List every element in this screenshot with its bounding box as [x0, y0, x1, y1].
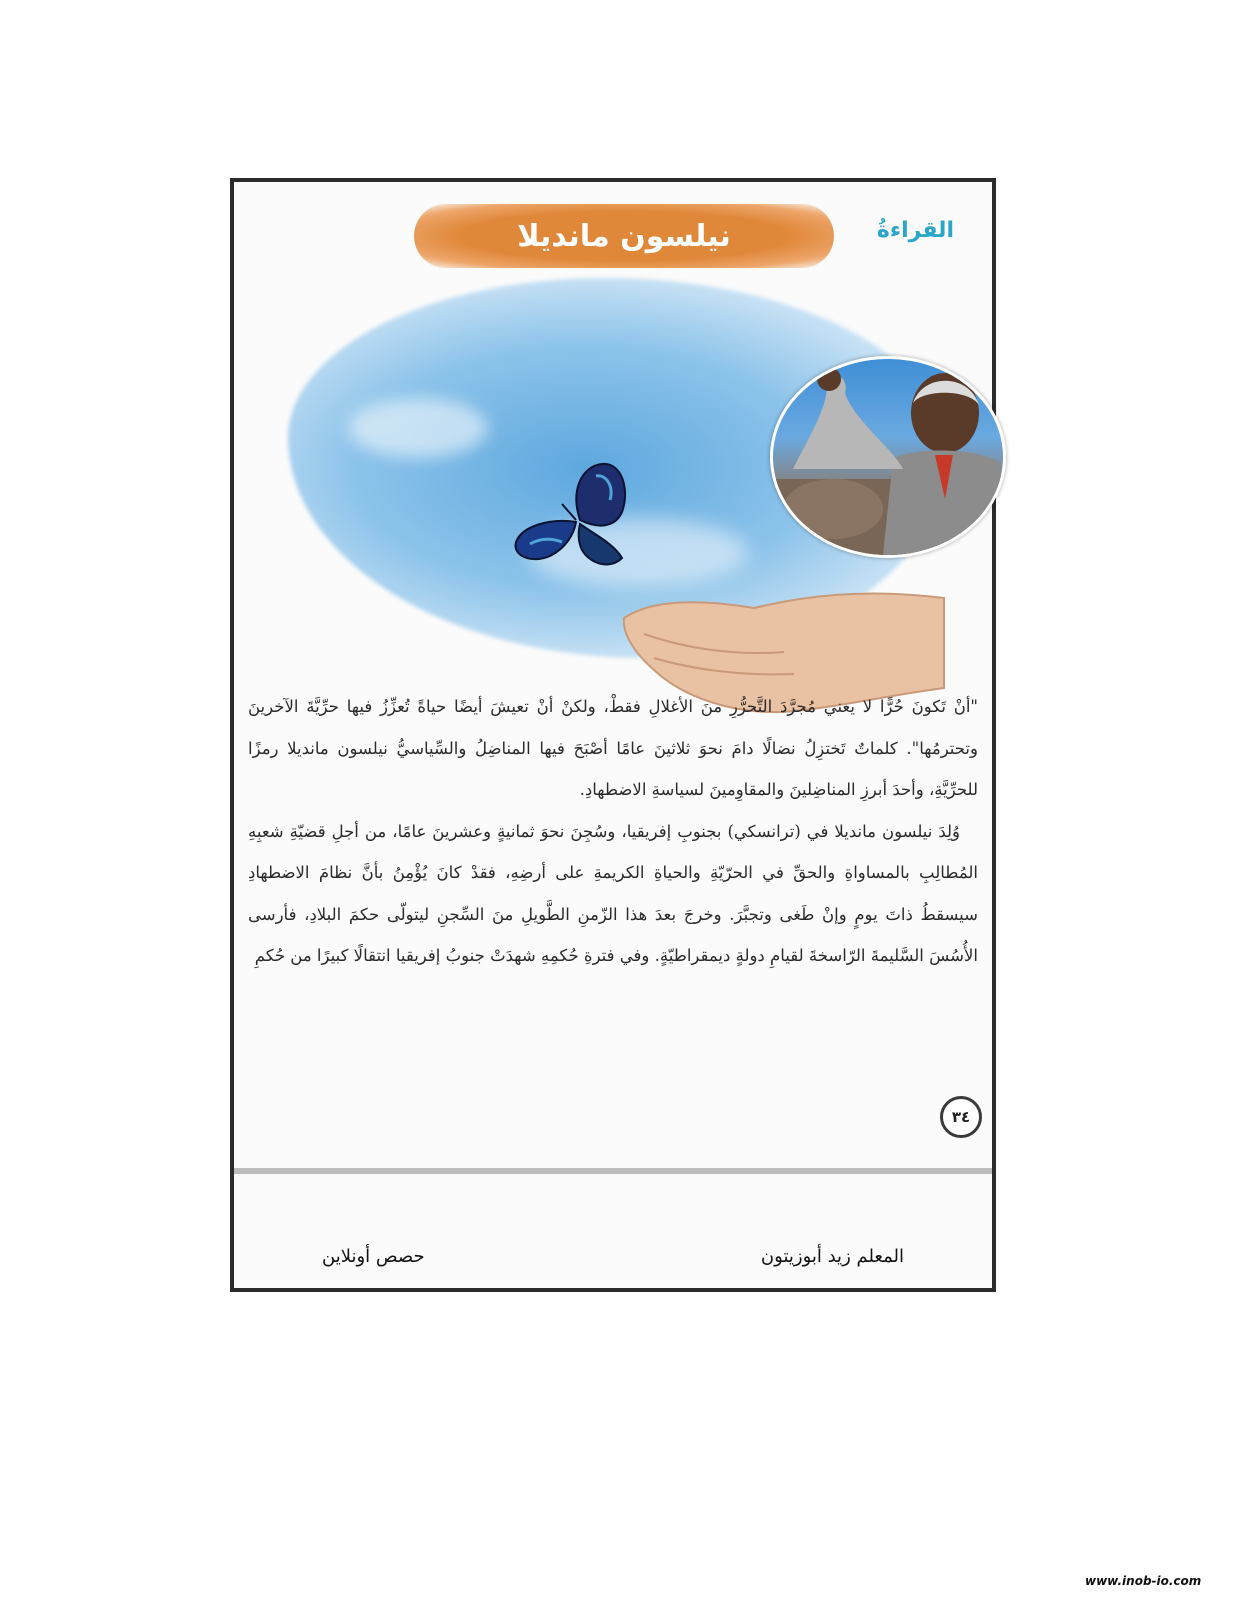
- illustration-photo: [288, 278, 948, 658]
- site-name: حصص أونلاين: [322, 1246, 425, 1267]
- article-paragraph: وُلِدَ نيلسون مانديلا في (ترانسكي) بجنوبِ إفريقيا، وسُجِنَ نحوَ ثمانيةٍ وعشرينَ عامًا، من أجلِ قضيّةِ شعبِهِ المُطالِبِ بالمساواةِ والحقِّ في الحرّيّةِ والحياةِ الكريمةِ على أرضِهِ، فقدْ كانَ يُؤْمِنُ بأنَّ نظامَ الاضطهادِ سيسقطُ ذاتَ يومٍ وإنْ طَغى وتجبَّرَ. وخرجَ بعدَ هذا الزّمنِ الطَّويلِ منَ السِّجنِ ليتولّى حكمَ البلادِ، فأرسى الأُسُسَ السَّليمةَ الرّاسخةَ لقيامِ دولةٍ ديمقراطيّةٍ. وفي فترةِ حُكمِهِ شهدَتْ جنوبُ إفريقيا انتقالًا كبيرًا من حُكمِ: [248, 821, 978, 965]
- watermark-text: www.inob-io.com: [1085, 1574, 1202, 1588]
- textbook-page: [230, 178, 996, 1292]
- mandela-portrait-icon: [773, 359, 1003, 555]
- portrait-photo: [770, 356, 1006, 558]
- section-label: القراءةُ: [876, 218, 954, 243]
- lesson-title: نيلسون مانديلا: [517, 218, 731, 254]
- footer-divider: [234, 1168, 992, 1174]
- cloud: [348, 398, 488, 458]
- title-banner: [414, 204, 834, 268]
- article-body: [248, 686, 978, 977]
- teacher-name: المعلم زيد أبوزيتون: [760, 1246, 904, 1267]
- butterfly-icon: [510, 460, 640, 572]
- article-paragraph: "أنْ تَكونَ حُرًّا لا يعني مُجرَّدَ التَّحرُّرِ منَ الأغلالِ فقطْ، ولكنْ أنْ تعيشَ أيضًا حياةً تُعزِّزُ فيها حرِّيَّةَ الآخرينَ وتحترمُها". كلماتٌ تَختزِلُ نضالًا دامَ نحوَ ثلاثينَ عامًا أصْبَحَ فيها المناضِلُ والسِّياسيُّ نيلسون مانديلا رمزًا للحرِّيَّةِ، وأحدَ أبرزِ المناضِلينَ والمقاوِمينَ لسياسةِ الاضطهادِ.: [248, 697, 978, 799]
- page-number: ٣٤: [940, 1096, 982, 1138]
